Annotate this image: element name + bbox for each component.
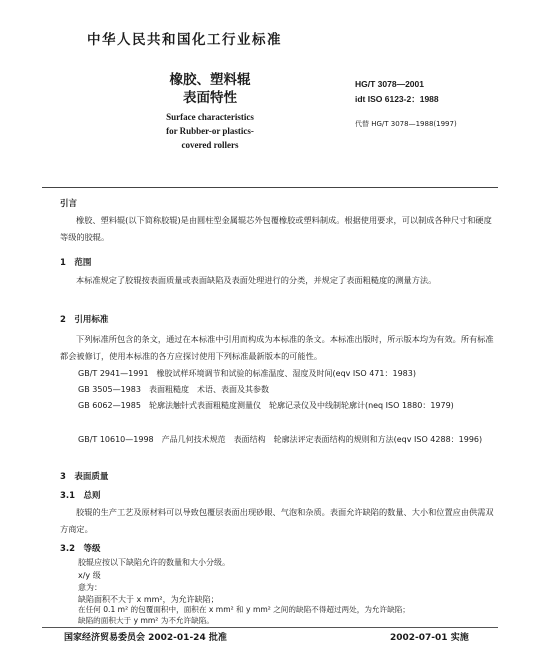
grade-rule-2: 在任何 0.1 m² 的包覆面积中，面积在 x mm² 和 y mm² 之间的缺陷不得超过两处，为允许缺陷； bbox=[78, 605, 410, 614]
title-cn-line2: 表面特性 bbox=[183, 90, 237, 106]
footer-divider bbox=[42, 627, 498, 628]
implementation-date: 2002-07-01 实施 bbox=[390, 633, 469, 643]
ref-gb-6062: GB 6062—1985 轮廓法触针式表面粗糙度测量仪 轮廓记录仪及中线制轮廓计(neq ISO 1880：1979) bbox=[78, 401, 454, 410]
title-cn-line1: 橡胶、塑料辊 bbox=[169, 72, 251, 88]
approval-date: 国家经济贸易委员会 2002-01-24 批准 bbox=[64, 633, 227, 643]
section-1-text: 本标准规定了胶辊按表面质量或表面缺陷及表面处理进行的分类，并规定了表面粗糙度的测量方法。 bbox=[76, 275, 437, 285]
grade-format: x/y 级 bbox=[78, 571, 101, 580]
standard-idt: idt ISO 6123-2：1988 bbox=[355, 94, 439, 104]
replaces-standard: 代替 HG/T 3078—1988(1997) bbox=[355, 120, 457, 128]
ref-gb-2941: GB/T 2941—1991 橡胶试样环境调节和试验的标准温度、湿度及时间(eqv ISO 471：1983) bbox=[78, 369, 416, 378]
title-en-line2: for Rubber-or plastics- bbox=[166, 126, 254, 136]
section-3-heading: 3 表面质量 bbox=[60, 472, 109, 482]
section-3-2-heading: 3.2 等级 bbox=[60, 544, 101, 554]
section-2-text: 下列标准所包含的条文，通过在本标准中引用而构成为本标准的条文。本标准出版时，所示版本均为有效。所有标准都会被修订，使用本标准的各方应探讨使用下列标准最新版本的可能性。 bbox=[60, 334, 494, 361]
ref-gb-10610: GB/T 10610—1998 产品几何技术规范 表面结构 轮廓法评定表面结构的规则和方法(eqv ISO 4288：1996) bbox=[78, 435, 483, 444]
meaning-label: 意为： bbox=[78, 583, 102, 592]
standard-code: HG/T 3078—2001 bbox=[355, 79, 424, 89]
section-3-1-heading: 3.1 总则 bbox=[60, 491, 101, 501]
section-intro-heading: 引言 bbox=[60, 199, 78, 209]
ref-gb-3505: GB 3505—1983 表面粗糙度 术语、表面及其参数 bbox=[78, 385, 269, 394]
header-divider bbox=[42, 187, 498, 188]
title-en-line1: Surface characteristics bbox=[166, 112, 254, 122]
section-1-heading: 1 范围 bbox=[60, 258, 92, 268]
grade-rule-1: 缺陷面积不大于 x mm²，为允许缺陷； bbox=[78, 595, 219, 604]
section-3-1-text: 胶辊的生产工艺及原材料可以导致包覆层表面出现砂眼、气泡和杂质。表面允许缺陷的数量、大小和位置应由供需双方商定。 bbox=[60, 507, 494, 534]
title-en-line3: covered rollers bbox=[181, 140, 239, 150]
section-2-heading: 2 引用标准 bbox=[60, 315, 109, 325]
section-intro-text: 橡胶、塑料辊(以下简称胶辊)是由圆柱型金属辊芯外包覆橡胶或塑料制成。根据使用要求，可以制成各种尺寸和硬度等级的胶辊。 bbox=[60, 215, 492, 242]
grade-rule-3: 缺陷的面积大于 y mm² 为不允许缺陷。 bbox=[78, 616, 214, 625]
section-3-2-text: 胶辊应按以下缺陷允许的数量和大小分级。 bbox=[78, 558, 230, 567]
issuing-organization: 中华人民共和国化工行业标准 bbox=[87, 32, 282, 48]
